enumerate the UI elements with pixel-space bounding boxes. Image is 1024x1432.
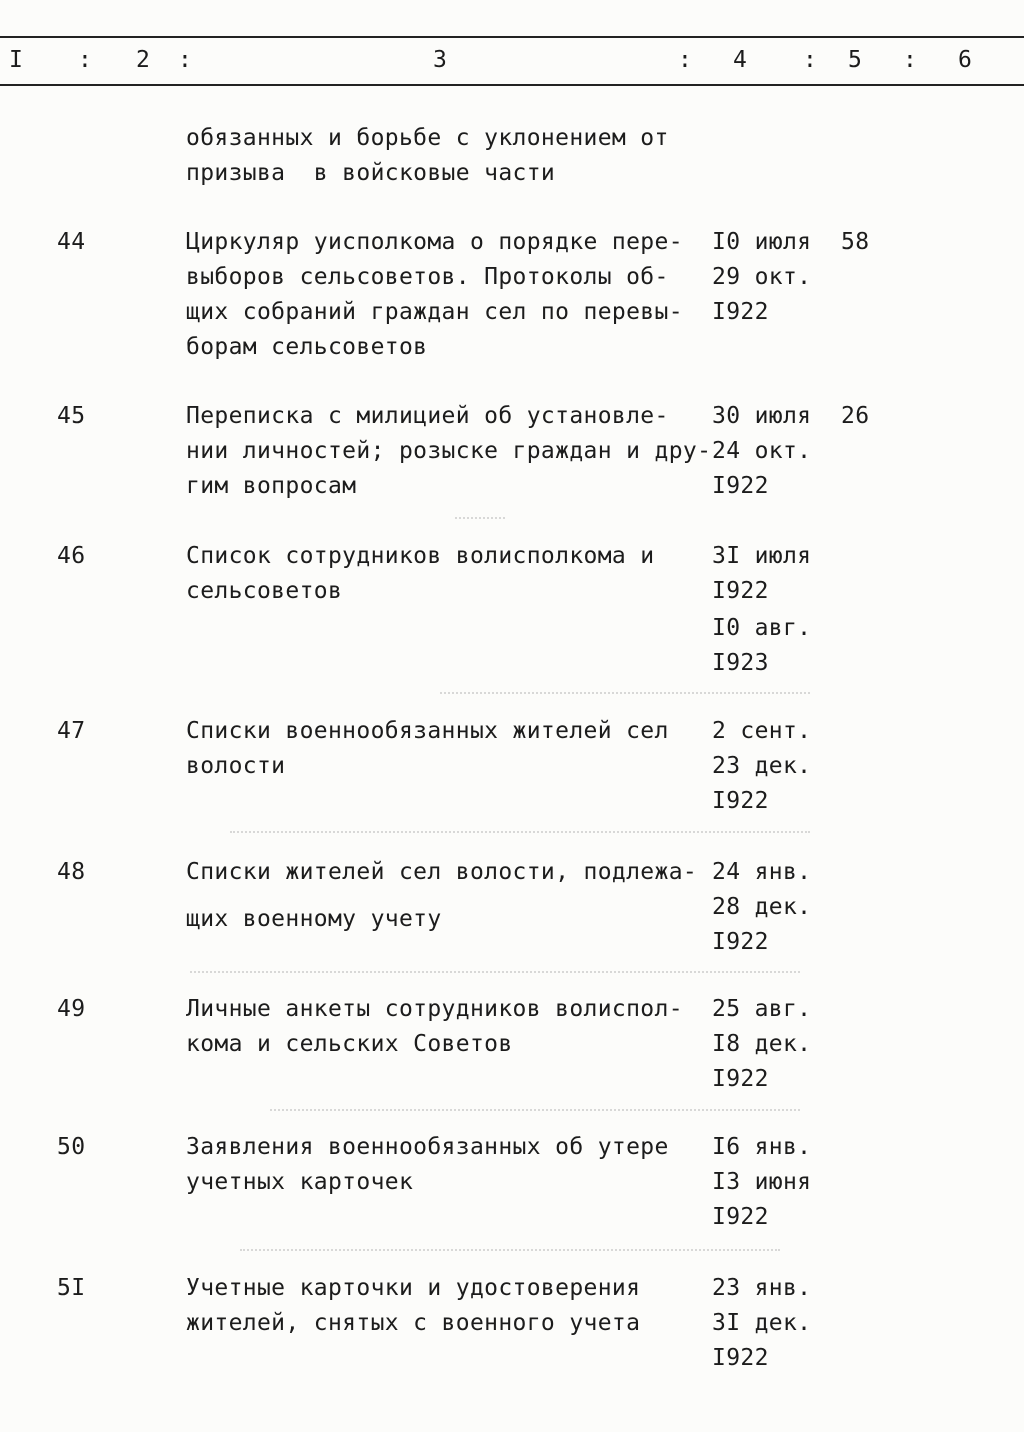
row-dates [712, 714, 811, 819]
row-title-line: учетных карточек [186, 1169, 414, 1195]
row-date-line: I0 авг. [712, 615, 812, 641]
row-number: 50 [57, 1134, 86, 1160]
row-title-line: сельсоветов [186, 578, 343, 604]
row-number: 45 [57, 403, 86, 429]
row-separator [230, 831, 810, 833]
row-date-line: 3I дек. [712, 1310, 812, 1336]
row-title-line: Список сотрудников волисполкома и [186, 543, 655, 569]
row-date-line: I922 [712, 929, 769, 955]
column-separator: : [803, 47, 818, 73]
row-date-line: 24 окт. [712, 438, 812, 464]
column-separator: : [178, 47, 193, 73]
row-title-line: волости [186, 753, 286, 779]
row-dates [712, 1130, 811, 1235]
row-dates [712, 399, 811, 504]
row-title [186, 1130, 669, 1200]
column-separator: : [78, 47, 93, 73]
row-date-line: I922 [712, 1066, 769, 1092]
column-header-6: 6 [958, 47, 973, 73]
row-title-line: Переписка с милицией об установле- [186, 403, 669, 429]
row-title-line: кома и сельских Советов [186, 1031, 513, 1057]
column-separator: : [903, 47, 918, 73]
row-title [186, 121, 669, 191]
row-sheets: 58 [841, 229, 870, 255]
row-date-line: 24 янв. [712, 859, 812, 885]
row-title [186, 855, 697, 937]
header-top-rule [0, 36, 1024, 38]
row-date-line: 29 окт. [712, 264, 812, 290]
row-date-line: 25 авг. [712, 996, 812, 1022]
row-title-line: Личные анкеты сотрудников волиспол- [186, 996, 683, 1022]
row-date-line: I923 [712, 650, 769, 676]
row-date-line: I922 [712, 1345, 769, 1371]
row-separator [270, 1109, 800, 1111]
row-date-line: I922 [712, 578, 769, 604]
row-title-line: борам сельсоветов [186, 334, 428, 360]
row-dates [712, 1271, 811, 1376]
row-date-line: I3 июня [712, 1169, 812, 1195]
row-number: 48 [57, 859, 86, 885]
header-bottom-rule [0, 84, 1024, 86]
row-dates [712, 992, 811, 1097]
row-dates [712, 225, 811, 330]
row-number: 47 [57, 718, 86, 744]
row-separator [455, 517, 505, 519]
row-title-line: нии личностей; розыске граждан и дру- [186, 438, 712, 464]
row-title [186, 399, 711, 504]
column-header-2: 2 [136, 47, 151, 73]
row-date-line: 30 июля [712, 403, 812, 429]
row-sheets: 26 [841, 403, 870, 429]
row-number: 49 [57, 996, 86, 1022]
column-header-1: I [9, 47, 24, 73]
row-title-line: выборов сельсоветов. Протоколы об- [186, 264, 669, 290]
row-title-line: обязанных и борьбе с уклонением от [186, 125, 669, 151]
row-date-line: I922 [712, 788, 769, 814]
row-date-line: 23 дек. [712, 753, 812, 779]
column-separator: : [678, 47, 693, 73]
row-title-line: Списки жителей сел волости, подлежа- [186, 859, 698, 885]
row-number: 44 [57, 229, 86, 255]
row-title-line: щих военному учету [186, 906, 442, 932]
row-date-line: I922 [712, 473, 769, 499]
row-title [186, 992, 683, 1062]
row-title-line: Циркуляр уисполкома о порядке пере- [186, 229, 683, 255]
row-date-line: 3I июля [712, 543, 812, 569]
row-title-line: Учетные карточки и удостоверения [186, 1275, 641, 1301]
column-header-5: 5 [848, 47, 863, 73]
row-date-line: I922 [712, 1204, 769, 1230]
row-title-line: Списки военнообязанных жителей сел [186, 718, 669, 744]
column-header-3: 3 [433, 47, 448, 73]
row-date-line: 2 сент. [712, 718, 812, 744]
row-title [186, 539, 655, 609]
row-date-line: 28 дек. [712, 894, 812, 920]
row-title [186, 714, 669, 784]
row-number: 5I [57, 1275, 86, 1301]
row-title-line: призыва в войсковые части [186, 160, 556, 186]
column-header-4: 4 [733, 47, 748, 73]
row-date-line: 23 янв. [712, 1275, 812, 1301]
row-separator [190, 971, 800, 973]
row-separator [440, 692, 810, 694]
row-title [186, 1271, 640, 1341]
row-date-line: I6 янв. [712, 1134, 812, 1160]
row-number: 46 [57, 543, 86, 569]
row-title-line: жителей, снятых с военного учета [186, 1310, 641, 1336]
row-title-line: Заявления военнообязанных об утере [186, 1134, 669, 1160]
row-title-line: гим вопросам [186, 473, 357, 499]
row-title-line: щих собраний граждан сел по перевы- [186, 299, 683, 325]
row-date-line: I8 дек. [712, 1031, 812, 1057]
row-date-line: I922 [712, 299, 769, 325]
row-separator [240, 1249, 780, 1251]
row-dates [712, 539, 811, 681]
row-dates [712, 855, 811, 960]
row-date-line: I0 июля [712, 229, 812, 255]
row-title [186, 225, 683, 365]
